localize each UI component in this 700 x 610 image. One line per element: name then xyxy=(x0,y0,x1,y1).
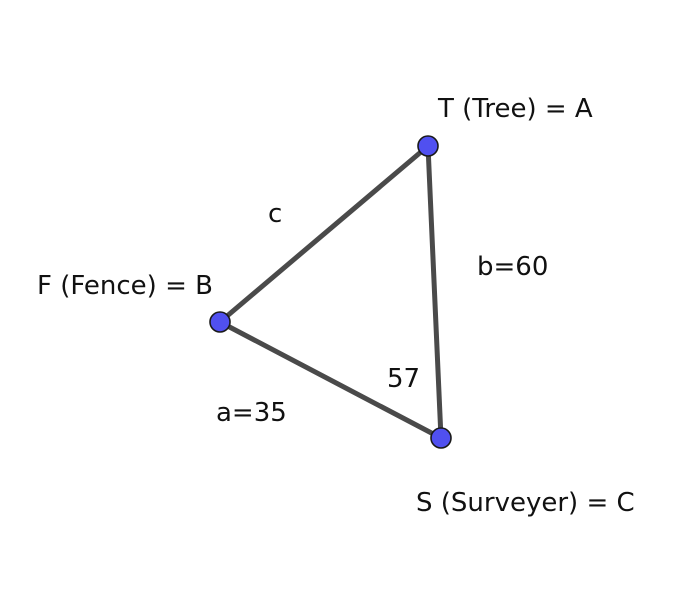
vertex-label-fence: F (Fence) = B xyxy=(37,271,213,301)
vertex-surveyor-point[interactable] xyxy=(431,428,451,448)
vertex-fence-point[interactable] xyxy=(210,312,230,332)
side-label-b: b=60 xyxy=(477,252,549,282)
vertex-label-surveyor: S (Surveyer) = C xyxy=(416,488,635,518)
vertex-label-tree: T (Tree) = A xyxy=(438,94,593,124)
edge-tree-fence xyxy=(220,146,428,322)
vertex-tree-point[interactable] xyxy=(418,136,438,156)
edge-tree-surveyor xyxy=(428,146,441,438)
side-label-c: c xyxy=(268,199,283,229)
side-label-a: a=35 xyxy=(216,398,287,428)
angle-label-surveyor: 57 xyxy=(387,364,421,394)
